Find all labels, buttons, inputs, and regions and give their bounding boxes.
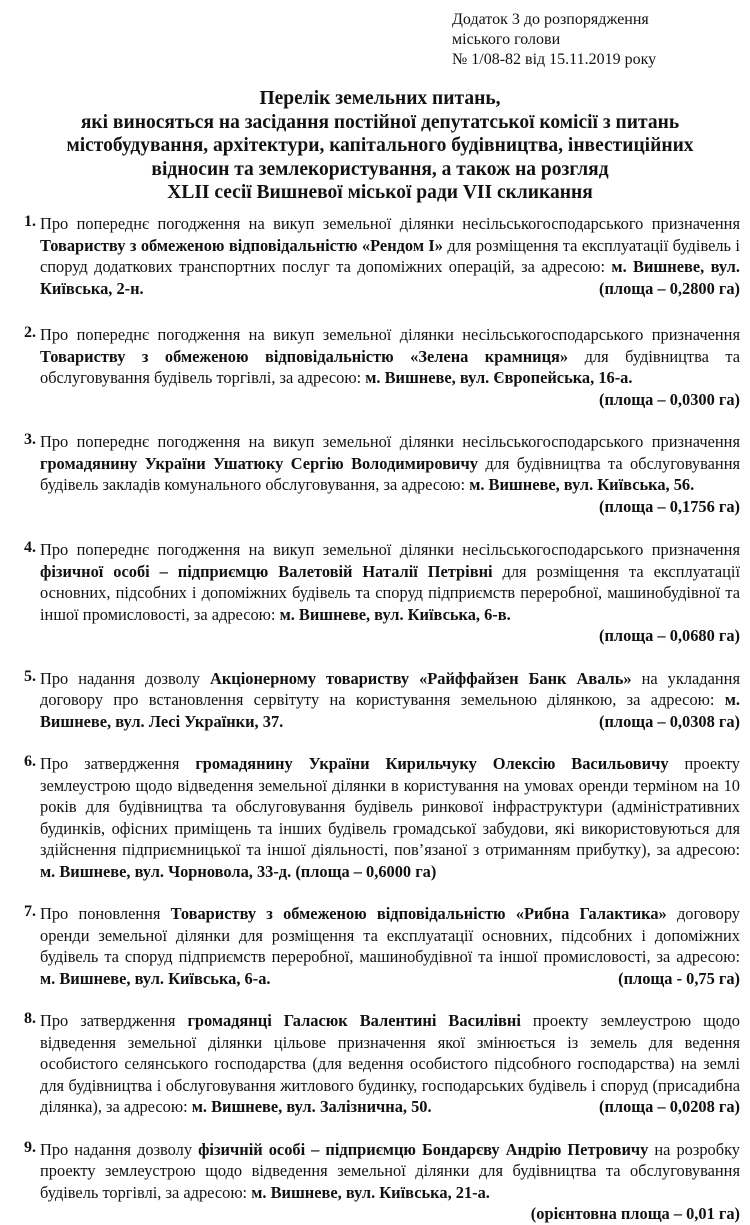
item-number: 6. xyxy=(24,753,36,770)
item-number: 4. xyxy=(24,539,36,556)
item-number: 3. xyxy=(24,431,36,448)
item-text xyxy=(40,213,740,299)
item-text-part: Про попереднє погодження на викуп земельної ділянки несільськогосподарського призначення xyxy=(40,432,740,451)
title-line-3: містобудування, архітектури, капітального будівництва, інвестиційних xyxy=(66,135,694,156)
title-line-1: Перелік земельних питань, xyxy=(259,88,501,109)
item-text-part: договору оренди земельної ділянки для розміщення та експлуатації основних, підсобних і допоміжних будівель та споруд підприємств переробної, машинобудівної та іншої промисловості, за адресою: xyxy=(40,904,740,966)
item-number: 5. xyxy=(24,667,36,685)
item-area: (площа – 0,0300 га) xyxy=(599,389,740,409)
item-area: (площа – 0,1756 га) xyxy=(599,496,740,516)
appendix-line-3: № 1/08-82 від 15.11.2019 року xyxy=(452,51,657,68)
list-item xyxy=(0,668,750,733)
item-recipient: Товариству з обмеженою відповідальністю «Рендом І» xyxy=(40,235,443,255)
item-text-part: для розміщення та експлуатації основних, підсобних і допоміжних будівель та споруд підприємств переробної, машинобудівної та іншої промисловості, за адресою: xyxy=(40,561,740,624)
title-line-2: які виносяться на засідання постійної депутатської комісії з питань xyxy=(80,111,680,133)
document-title xyxy=(20,87,740,205)
item-recipient: Акціонерному товариству «Райффайзен Банк Аваль» xyxy=(210,668,632,688)
item-recipient: фізичної особі – підприємцю Валетовій Наталії Петрівні xyxy=(40,561,493,581)
item-text-part: проекту землеустрою щодо відведення земельної ділянки в користування на умовах оренди терміном на 10 років для будівництва та обслуговування будівель ринкової інфраструктури (адміністративних будинків, офісних приміщень та інших будівель громадської забудови, які використовуються для здійснення підприємницької та іншої діяльності, пов’язаної з отриманням прибутку), за адресою: xyxy=(40,754,740,859)
item-area: (площа - 0,75 га) xyxy=(618,968,740,988)
item-text-part: Про затвердження xyxy=(40,1011,188,1030)
item-text-part: на розробку проекту землеустрою щодо відведення земельної ділянки для будівництва та обслуговування будівель торгівлі, за адресою: xyxy=(40,1139,740,1202)
item-text xyxy=(40,539,740,647)
item-text-part: проекту землеустрою щодо відведення земельної ділянки цільове призначення якої змінюється із земель для ведення особистого селянського господарства (для ведення особистого підсобного господарства) на землі для будівництва і обслуговування житлового будинку, господарських будівель і споруд (присадибна ділянка), за адресою: xyxy=(40,1011,740,1116)
item-address: м. Вишневе, вул. Лесі Українки, 37. xyxy=(40,690,740,731)
item-area: (площа – 0,2800 га) xyxy=(599,278,740,298)
item-recipient: фізичній особі – підприємцю Бондарєву Андрію Петровичу xyxy=(198,1139,649,1159)
item-text xyxy=(40,903,740,989)
item-text-part: Про попереднє погодження на викуп земельної ділянки несільськогосподарського призначення xyxy=(40,325,740,344)
item-text-part: для будівництва та обслуговування будівель закладів комунального обслуговування, за адресою: xyxy=(40,453,740,494)
item-text xyxy=(40,668,740,733)
title-line-5: XLII сесії Вишневої міської ради VII скликання xyxy=(167,182,593,203)
item-recipient: Товариству з обмеженою відповідальністю «Рибна Галактика» xyxy=(170,904,667,923)
item-area: (орієнтовна площа – 0,01 га) xyxy=(530,1204,740,1223)
item-text-part: для будівництва та обслуговування будівель торгівлі, за адресою: xyxy=(40,346,740,387)
item-text-part: Про попереднє погодження на викуп земельної ділянки несільськогосподарського призначення xyxy=(40,214,740,233)
item-address: м. Вишневе, вул. Київська, 21-а. xyxy=(251,1182,490,1202)
title-line-4: відносин та землекористування, а також на розгляд xyxy=(151,158,609,180)
item-number: 2. xyxy=(24,324,36,341)
list-item xyxy=(0,1010,750,1118)
appendix-line-2: міського голови xyxy=(452,31,561,48)
item-number: 7. xyxy=(24,903,36,920)
list-item xyxy=(0,539,750,647)
item-address: м. Вишневе, вул. Залізнична, 50. xyxy=(191,1097,432,1116)
item-text-part: для розміщення та експлуатації будівель і споруд додаткових транспортних послуг та допоміжних операцій, за адресою: xyxy=(40,235,740,276)
item-address: м. Вишневе, вул. Київська, 6-а. xyxy=(40,968,271,988)
item-area: (площа – 0,0308 га) xyxy=(599,711,740,731)
item-address: м. Вишневе, вул. Київська, 56. xyxy=(469,475,695,494)
land-issues-list xyxy=(0,213,750,1225)
list-item xyxy=(0,753,750,882)
appendix-line-1: Додаток 3 до розпорядження xyxy=(452,11,649,28)
item-address: м. Вишневе, вул. Київська, 6-в. xyxy=(279,604,511,624)
item-number: 8. xyxy=(24,1010,36,1027)
item-area: (площа – 0,6000 га) xyxy=(295,861,437,881)
item-recipient: громадянину України Кирильчуку Олексію Васильовичу xyxy=(195,754,669,773)
item-address: м. Вишневе, вул. Київська, 2-н. xyxy=(40,257,740,298)
item-text xyxy=(40,324,740,410)
item-text-part: на укладання договору про встановлення сервітуту на користування земельною ділянкою, за адресою: xyxy=(40,668,740,709)
item-text-part: Про надання дозволу xyxy=(40,668,211,688)
item-area: (площа – 0,0208 га) xyxy=(599,1097,740,1116)
item-number: 1. xyxy=(24,213,36,230)
list-item xyxy=(0,324,750,410)
item-address: м. Вишневе, вул. Європейська, 16-а. xyxy=(365,368,633,387)
item-area: (площа – 0,0680 га) xyxy=(599,626,740,645)
item-recipient: громадянину України Ушатюку Сергію Володимировичу xyxy=(40,453,478,473)
item-text xyxy=(40,1139,740,1225)
item-text xyxy=(40,753,740,882)
item-text-part: Про надання дозволу xyxy=(40,1139,199,1159)
list-item xyxy=(0,1139,750,1225)
list-item xyxy=(0,431,750,517)
item-text-part: Про попереднє погодження на викуп земельної ділянки несільськогосподарського призначення xyxy=(40,540,740,559)
item-address: м. Вишневе, вул. Чорновола, 33-д. xyxy=(40,861,292,881)
appendix-header xyxy=(452,10,742,70)
item-recipient: Товариству з обмеженою відповідальністю «Зелена крамниця» xyxy=(40,346,569,366)
list-item xyxy=(0,903,750,989)
item-recipient: громадянці Галасюк Валентині Василівні xyxy=(187,1011,521,1030)
item-text xyxy=(40,1010,740,1118)
item-text-part: Про затвердження xyxy=(40,754,196,773)
item-text xyxy=(40,431,740,517)
list-item xyxy=(0,213,750,299)
item-number: 9. xyxy=(24,1138,36,1156)
item-text-part: Про поновлення xyxy=(40,904,171,923)
